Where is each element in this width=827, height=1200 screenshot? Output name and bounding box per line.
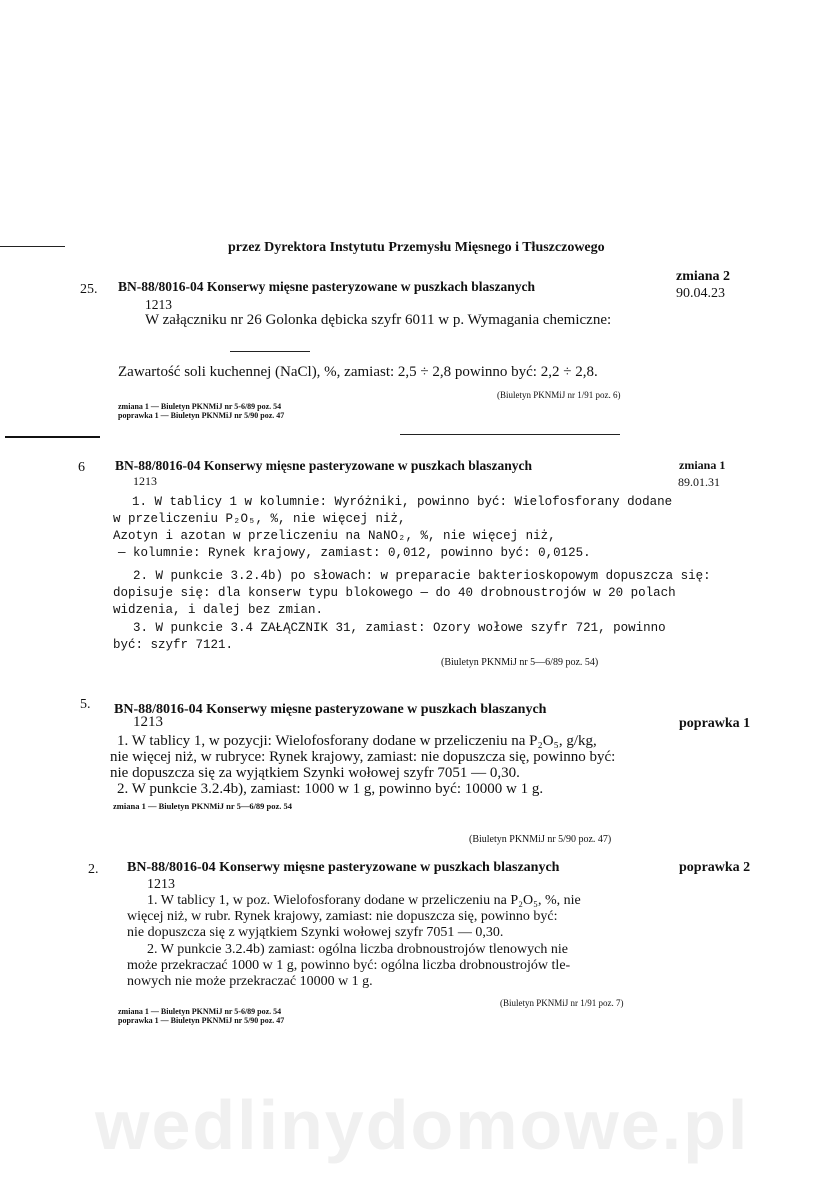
entry-line: nie dopuszcza się z wyjątkiem Szynki wołowej szyfr 7051 — 0,30.: [127, 925, 504, 940]
section-divider: [400, 434, 620, 435]
entry-code: 1213: [133, 714, 163, 730]
entry-code: 1213: [145, 297, 172, 312]
entry-number: 6: [78, 460, 85, 475]
entry-number: 5.: [80, 697, 91, 712]
entry-source: (Biuletyn PKNMiJ nr 5—6/89 poz. 54): [441, 657, 599, 668]
entry-source: (Biuletyn PKNMiJ nr 1/91 poz. 7): [500, 998, 624, 1008]
entry-document-title: BN-88/8016-04 Konserwy mięsne pasteryzowane w puszkach blaszanych: [115, 458, 532, 473]
watermark: wedlinydomowe.pl: [95, 1086, 750, 1164]
entry-line: Zawartość soli kuchennej (NaCl), %, zamiast: 2,5 ÷ 2,8 powinno być: 2,2 ÷ 2,8.: [118, 364, 598, 380]
entry-document-title: BN-88/8016-04 Konserwy mięsne pasteryzowane w puszkach blaszanych: [127, 860, 560, 875]
entry-reference: zmiana 1 — Biuletyn PKNMiJ nr 5—6/89 poz. 54: [113, 801, 293, 811]
entry-line: dopisuje się: dla konserw typu blokowego — do 40 drobnoustrojów w 20 polach: [113, 586, 676, 600]
entry-line: Azotyn i azotan w przeliczeniu na NaNO₂, %, nie więcej niż,: [113, 529, 556, 543]
entry-line: — kolumnie: Rynek krajowy, zamiast: 0,012, powinno być: 0,0125.: [118, 546, 591, 560]
entry-line: W załączniku nr 26 Golonka dębicka szyfr 6011 w p. Wymagania chemiczne:: [145, 312, 612, 328]
entry-line: więcej niż, w rubr. Rynek krajowy, zamiast: nie dopuszcza się, powinno być:: [127, 909, 558, 924]
entry-line: może przekraczać 1000 w 1 g, powinno być: ogólna liczba drobnoustrojów tle-: [127, 958, 571, 973]
entry-change-date: 89.01.31: [678, 475, 720, 489]
entry-code: 1213: [133, 474, 157, 488]
entry-line: 2. W punkcie 3.2.4b), zamiast: 1000 w 1 g, powinno być: 10000 w 1 g.: [117, 781, 544, 797]
entry-change-label: zmiana 1: [679, 458, 726, 472]
entry-source: (Biuletyn PKNMiJ nr 1/91 poz. 6): [497, 390, 621, 400]
entry-change-label: poprawka 1: [679, 716, 751, 731]
entry-change-label: zmiana 2: [676, 269, 731, 284]
entry-line: 3. W punkcie 3.4 ZAŁĄCZNIK 31, zamiast: Ozory wołowe szyfr 721, powinno: [133, 621, 666, 635]
entry-line: 1. W tablicy 1, w pozycji: Wielofosforany dodane w przeliczeniu na P₂O₅, g/kg,: [117, 733, 597, 749]
entry-change-label: poprawka 2: [679, 860, 751, 875]
entry-document-title: BN-88/8016-04 Konserwy mięsne pasteryzowane w puszkach blaszanych: [114, 702, 547, 717]
entry-number: 25.: [80, 282, 98, 297]
section-divider: [5, 436, 100, 438]
entry-reference: poprawka 1 — Biuletyn PKNMiJ nr 5/90 poz. 47: [118, 1016, 285, 1025]
margin-rule: [0, 246, 65, 247]
entry-line: być: szyfr 7121.: [113, 638, 234, 652]
entry-line: nie więcej niż, w rubryce: Rynek krajowy, zamiast: nie dopuszcza się, powinno być:: [110, 749, 616, 765]
entry-change-date: 90.04.23: [676, 286, 725, 301]
entry-code: 1213: [147, 877, 175, 892]
entry-line: nie dopuszcza się za wyjątkiem Szynki wołowej szyfr 7051 — 0,30.: [110, 765, 520, 781]
entry-line: 1. W tablicy 1 w kolumnie: Wyróżniki, powinno być: Wielofosforany dodane: [132, 495, 673, 509]
entry-reference: zmiana 1 — Biuletyn PKNMiJ nr 5-6/89 poz. 54: [118, 402, 282, 411]
entry-document-title: BN-88/8016-04 Konserwy mięsne pasteryzowane w puszkach blaszanych: [118, 279, 535, 294]
divider: [230, 351, 310, 352]
page-header: przez Dyrektora Instytutu Przemysłu Mięsnego i Tłuszczowego: [228, 240, 605, 255]
entry-number: 2.: [88, 862, 99, 877]
entry-line: widzenia, i dalej bez zmian.: [113, 603, 324, 617]
entry-line: 1. W tablicy 1, w poz. Wielofosforany dodane w przeliczeniu na P₂O₅, %, nie: [147, 893, 581, 908]
entry-reference: zmiana 1 — Biuletyn PKNMiJ nr 5-6/89 poz. 54: [118, 1007, 282, 1016]
entry-line: 2. W punkcie 3.2.4b) po słowach: w preparacie bakterioskopowym dopuszcza się:: [133, 569, 711, 583]
entry-line: nowych nie może przekraczać 10000 w 1 g.: [127, 974, 373, 989]
entry-source: (Biuletyn PKNMiJ nr 5/90 poz. 47): [469, 834, 612, 845]
entry-line: w przeliczeniu P₂O₅, %, nie więcej niż,: [113, 512, 406, 526]
entry-line: 2. W punkcie 3.2.4b) zamiast: ogólna liczba drobnoustrojów tlenowych nie: [147, 942, 568, 957]
entry-reference: poprawka 1 — Biuletyn PKNMiJ nr 5/90 poz. 47: [118, 411, 285, 420]
